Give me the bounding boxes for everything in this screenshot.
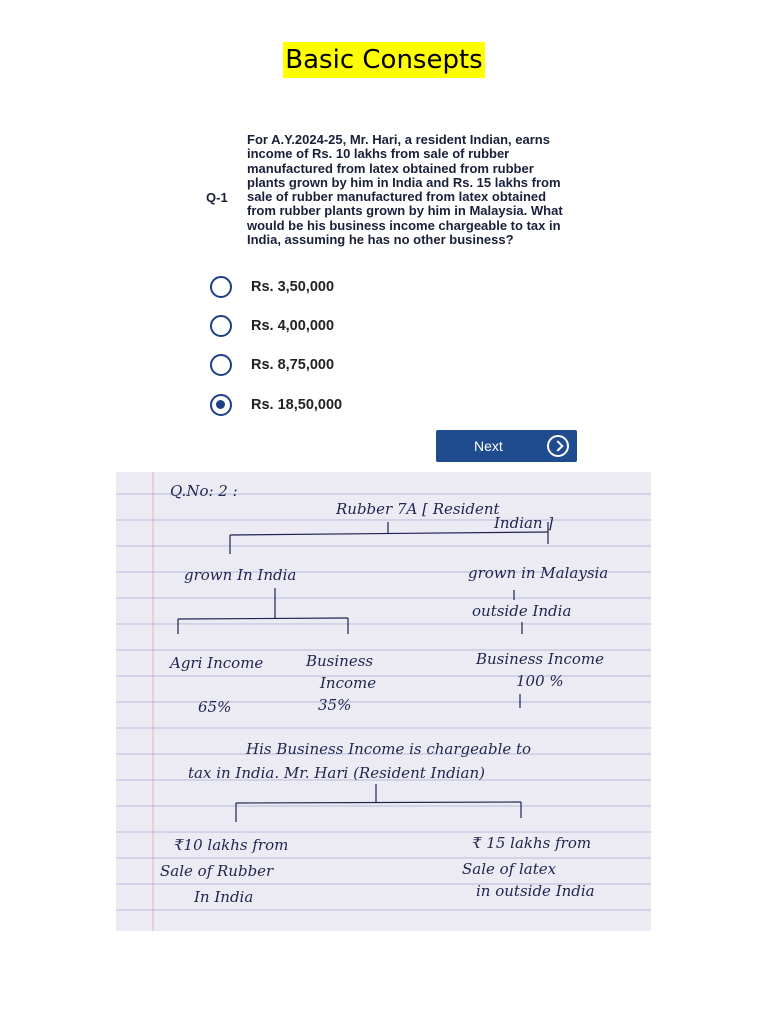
note-bottom-right-3: in outside India — [476, 882, 595, 900]
note-bottom-left-3: In India — [194, 888, 254, 906]
next-label: Next — [474, 438, 503, 454]
option-4[interactable] — [210, 391, 342, 419]
radio-button[interactable] — [210, 276, 232, 298]
option-label: Rs. 8,75,000 — [251, 357, 335, 373]
note-business-line1: Business — [306, 652, 374, 670]
page-title: Basic Consepts — [283, 42, 484, 78]
note-pct-right: 100 % — [516, 672, 564, 690]
note-bottom-right-1: ₹ 15 lakhs from — [472, 834, 592, 852]
note-right-branch: grown in Malaysia — [468, 564, 609, 582]
note-root-line1: Rubber 7A [ Resident — [336, 500, 500, 518]
note-agri-income: Agri Income — [170, 654, 264, 672]
title-container — [0, 42, 768, 78]
option-label: Rs. 18,50,000 — [251, 397, 343, 413]
chevron-right-icon — [547, 435, 569, 457]
question-line: from rubber plants grown by him in Malaysia. What — [247, 203, 563, 219]
note-root-line2: Indian ] — [494, 514, 554, 532]
radio-button[interactable] — [210, 354, 232, 376]
question-line: India, assuming he has no other business? — [247, 232, 514, 248]
option-2[interactable] — [210, 312, 334, 340]
note-heading: Q.No: 2 : — [170, 482, 238, 500]
question-text — [247, 133, 607, 247]
notes-drawing — [116, 472, 651, 931]
question-line: manufactured from latex obtained from rubber — [247, 160, 534, 176]
note-right-sub: outside India — [472, 602, 572, 620]
question-number: Q-1 — [206, 190, 228, 205]
note-bottom-right-2: Sale of latex — [462, 860, 557, 878]
note-summary-line1: His Business Income is chargeable to — [246, 740, 532, 758]
note-bottom-left-1: ₹10 lakhs from — [174, 836, 289, 854]
note-bottom-left-2: Sale of Rubber — [160, 862, 274, 880]
next-button[interactable] — [436, 430, 577, 462]
radio-button-selected[interactable] — [210, 394, 232, 416]
option-label: Rs. 4,00,000 — [251, 318, 335, 334]
option-1[interactable] — [210, 273, 334, 301]
question-line: plants grown by him in India and Rs. 15 lakhs from — [247, 174, 561, 190]
note-business-line2: Income — [320, 674, 377, 692]
option-label: Rs. 3,50,000 — [251, 279, 335, 295]
note-right-business: Business Income — [476, 650, 604, 668]
note-pct-agri: 65% — [198, 698, 232, 716]
note-summary-line2: tax in India. Mr. Hari (Resident Indian) — [188, 764, 485, 782]
question-line: sale of rubber manufactured from latex obtained — [247, 189, 547, 205]
question-line: income of Rs. 10 lakhs from sale of rubber — [247, 146, 510, 162]
handwritten-notes-photo — [116, 472, 651, 931]
question-line: For A.Y.2024-25, Mr. Hari, a resident Indian, earns — [247, 132, 550, 147]
question-line: would be his business income chargeable to tax in — [247, 217, 561, 233]
option-3[interactable] — [210, 351, 334, 379]
radio-button[interactable] — [210, 315, 232, 337]
note-left-branch: grown In India — [184, 566, 297, 584]
note-pct-business: 35% — [318, 696, 352, 714]
